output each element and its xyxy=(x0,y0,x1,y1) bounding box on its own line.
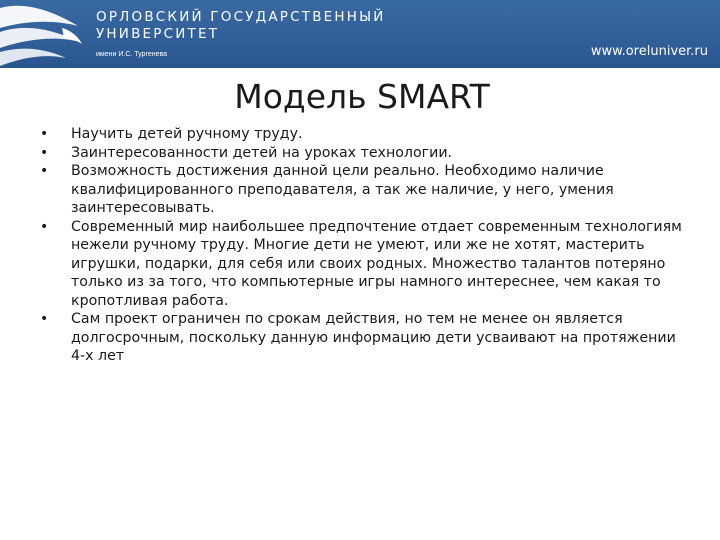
website-link[interactable]: www.oreluniver.ru xyxy=(590,44,708,59)
bullet-item xyxy=(0,144,689,163)
bullet-text: Сам проект ограничен по срокам действия, но тем не менее он является долгосрочным, поскольку данную информацию дети усваивают на протяжении 4-х лет xyxy=(71,311,676,364)
bullet-dot-icon: • xyxy=(40,126,49,142)
university-name-line1: ОРЛОВСКИЙ ГОСУДАРСТВЕННЫЙ xyxy=(96,9,386,25)
slide-title: Модель SMART xyxy=(234,77,490,116)
header-banner xyxy=(0,0,720,68)
bullet-item xyxy=(0,125,689,144)
bullet-item xyxy=(0,310,689,366)
university-subtitle: имени И.С. Тургенева xyxy=(96,51,168,58)
bullet-text: Современный мир наибольшее предпочтение отдает современным технологиям нежели ручному труду. Многие дети не умеют, или же не хотят, мастерить игрушки, подарки, для себя или своих родных. Множество талантов потеряно только из за того, что компьютерные игры намного интереснее, чем какая то кропотливая работа. xyxy=(71,218,682,309)
bullet-item xyxy=(0,162,689,218)
bullet-text: Научить детей ручному труду. xyxy=(71,126,303,142)
university-logo-icon xyxy=(0,0,90,68)
bullet-dot-icon: • xyxy=(40,144,49,161)
bullet-item xyxy=(0,218,689,311)
bullet-text: Возможность достижения данной цели реально. Необходимо наличие квалифицированного преподавателя, а так же наличие, у него, умения заинтересовывать. xyxy=(71,163,614,216)
bullet-dot-icon: • xyxy=(40,218,49,235)
bullet-dot-icon: • xyxy=(40,311,49,327)
university-name xyxy=(96,9,386,43)
university-name-line2: УНИВЕРСИТЕТ xyxy=(96,26,220,42)
bullet-text: Заинтересованности детей на уроках технологии. xyxy=(71,144,453,161)
bullet-dot-icon: • xyxy=(40,163,49,179)
bullet-list xyxy=(0,125,720,366)
